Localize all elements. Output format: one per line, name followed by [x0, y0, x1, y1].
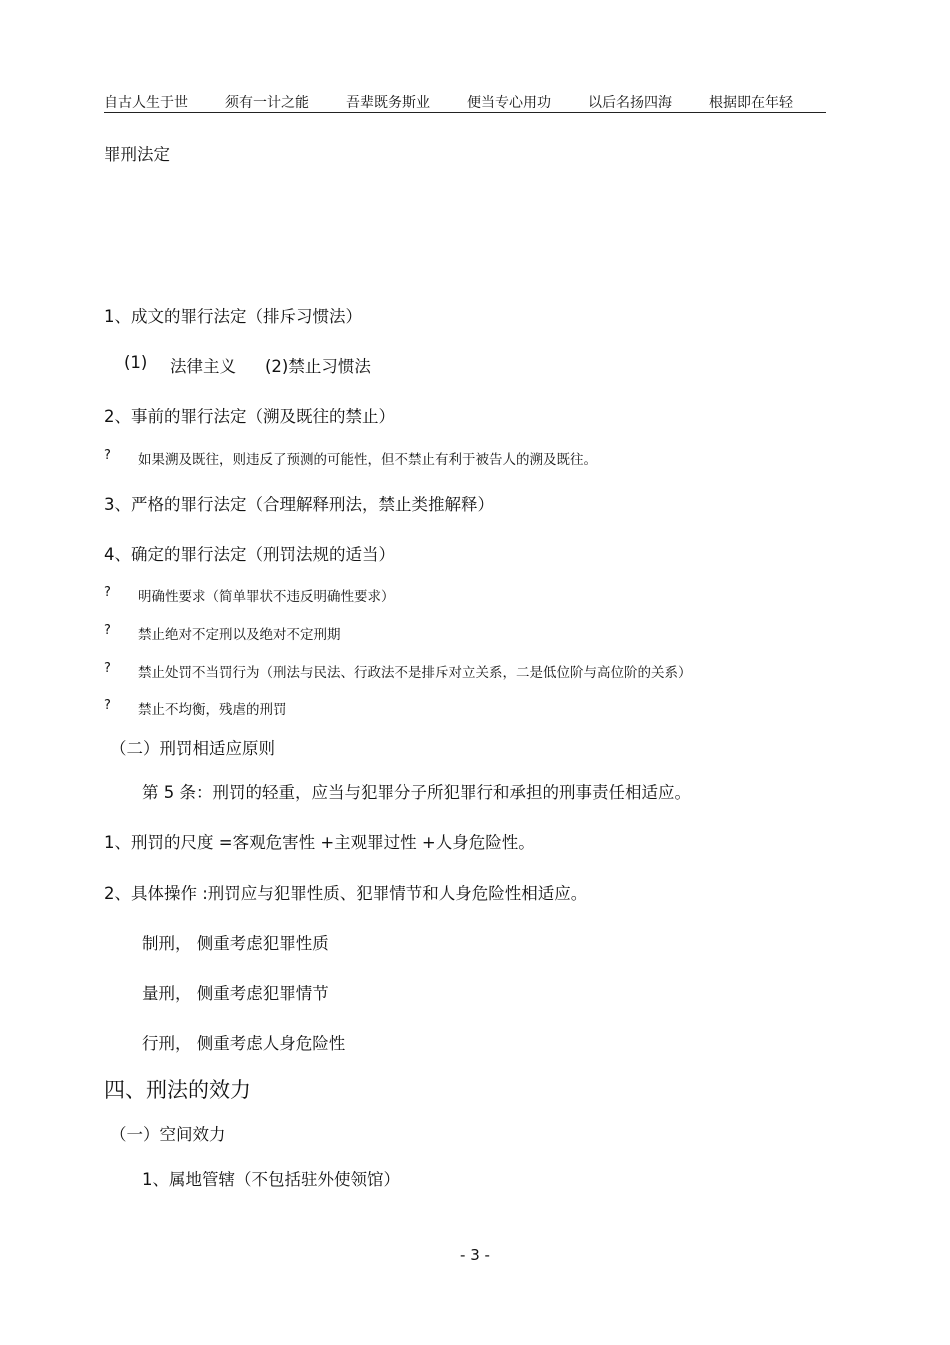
bullet-mark: ? [104, 585, 111, 600]
paragraph-2: 2、具体操作 :刑罚应与犯罪性质、犯罪情节和人身危险性相适应。 [104, 884, 588, 903]
bullet-mark: ? [104, 661, 111, 676]
subsection-item: 1、属地管辖（不包括驻外使领馆） [142, 1170, 400, 1189]
item4-note: 明确性要求（简单罪状不违反明确性要求） [138, 589, 395, 605]
item4-note: 禁止不均衡，残虐的刑罚 [138, 702, 287, 718]
chapter-heading: 四、刑法的效力 [104, 1078, 251, 1102]
item2-note: 如果溯及既往，则违反了预测的可能性，但不禁止有利于被告人的溯及既往。 [138, 452, 597, 468]
principle-item-3: 3、严格的罪行法定（合理解释刑法，禁止类推解释） [104, 495, 494, 514]
header-phrase: 自古人生于世 [104, 95, 188, 111]
page-header [104, 90, 826, 113]
principle-item-2: 2、事前的罪行法定（溯及既往的禁止） [104, 407, 395, 426]
section-heading: （二）刑罚相适应原则 [110, 739, 275, 758]
bullet-mark: ? [104, 448, 111, 463]
header-phrase: 须有一计之能 [225, 95, 309, 111]
header-phrase: 吾辈既务斯业 [346, 95, 430, 111]
item4-note: 禁止处罚不当罚行为（刑法与民法、行政法不是排斥对立关系，二是低位阶与高位阶的关系） [138, 665, 692, 681]
article-text: 第 5 条：刑罚的轻重，应当与犯罪分子所犯罪行和承担的刑事责任相适应。 [142, 783, 691, 802]
item1-sub-a: (1) [124, 353, 148, 372]
header-phrase: 便当专心用功 [467, 95, 551, 111]
item4-note: 禁止绝对不定刑以及绝对不定刑期 [138, 627, 341, 643]
item1-sub-c: (2)禁止习惯法 [265, 357, 371, 376]
section-title: 罪刑法定 [104, 145, 170, 164]
principle-item-1: 1、成文的罪行法定（排斥习惯法） [104, 307, 362, 326]
paragraph-1: 1、刑罚的尺度 =客观危害性 +主观罪过性 +人身危险性。 [104, 833, 535, 852]
stage-item: 量刑， 侧重考虑犯罪情节 [142, 984, 329, 1003]
header-phrase: 根据即在年轻 [709, 95, 793, 111]
bullet-mark: ? [104, 698, 111, 713]
header-phrase: 以后名扬四海 [588, 95, 672, 111]
bullet-mark: ? [104, 623, 111, 638]
principle-item-4: 4、确定的罪行法定（刑罚法规的适当） [104, 545, 395, 564]
subsection-heading: （一）空间效力 [110, 1125, 226, 1144]
stage-item: 制刑， 侧重考虑犯罪性质 [142, 934, 329, 953]
page-number: - 3 - [460, 1246, 490, 1264]
stage-item: 行刑， 侧重考虑人身危险性 [142, 1034, 346, 1053]
item1-sub-b: 法律主义 [170, 357, 236, 376]
